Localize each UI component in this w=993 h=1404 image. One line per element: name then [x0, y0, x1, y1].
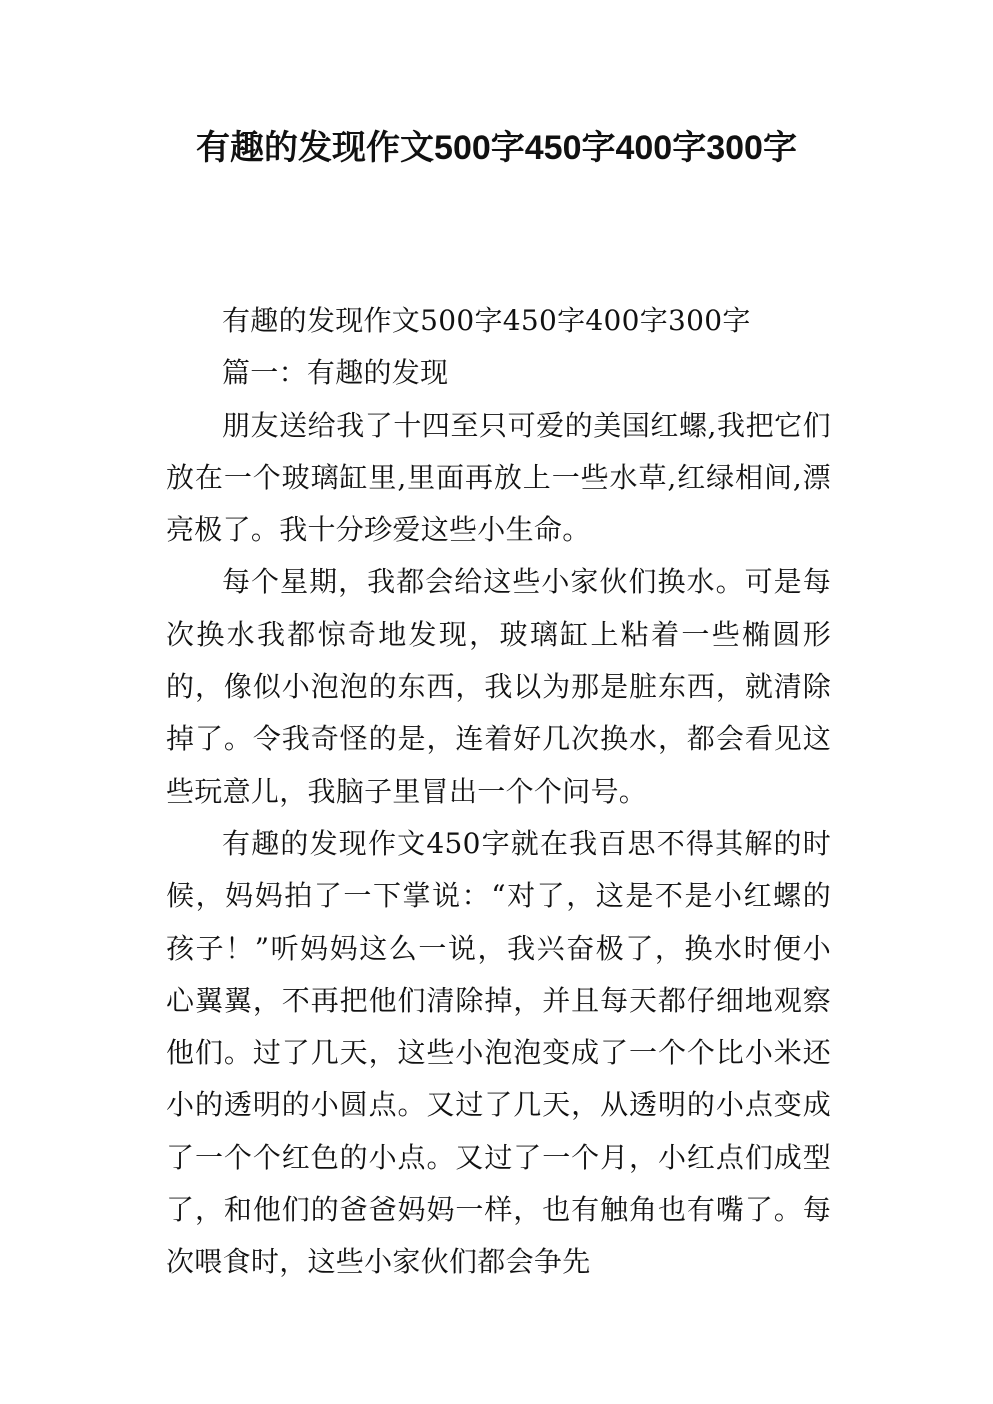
document-title — [140, 122, 853, 174]
document-title-text: 有趣的发现作文500字450字400字300字 — [196, 129, 797, 167]
paragraph-body-3: 有趣的发现作文450字就在我百思不得其解的时候，妈妈拍了一下掌说：“对了，这是不是小红螺的孩子！”听妈妈这么一说，我兴奋极了，换水时便小心翼翼，不再把他们清除掉，并且每天都仔细地观察他们。过了几天，这些小泡泡变成了一个个比小米还小的透明的小圆点。又过了几天，从透明的小点变成了一个个红色的小点。又过了一个月，小红点们成型了，和他们的爸爸妈妈一样，也有触角也有嘴了。每次喂食时，这些小家伙们都会争先 — [166, 826, 831, 1279]
paragraph-body-1: 朋友送给我了十四至只可爱的美国红螺,我把它们放在一个玻璃缸里,里面再放上一些水草,红绿相间,漂亮极了。我十分珍爱这些小生命。 — [166, 408, 831, 547]
paragraph-body-2: 每个星期，我都会给这些小家伙们换水。可是每次换水我都惊奇地发现，玻璃缸上粘着一些椭圆形的，像似小泡泡的东西，我以为那是脏东西，就清除掉了。令我奇怪的是，连着好几次换水，都会看见这些玩意儿，我脑子里冒出一个个问号。 — [166, 565, 831, 808]
paragraph-section-heading: 篇一：有趣的发现 — [222, 356, 449, 390]
document-body — [166, 295, 831, 1289]
paragraph-subtitle: 有趣的发现作文500字450字400字300字 — [222, 304, 751, 337]
